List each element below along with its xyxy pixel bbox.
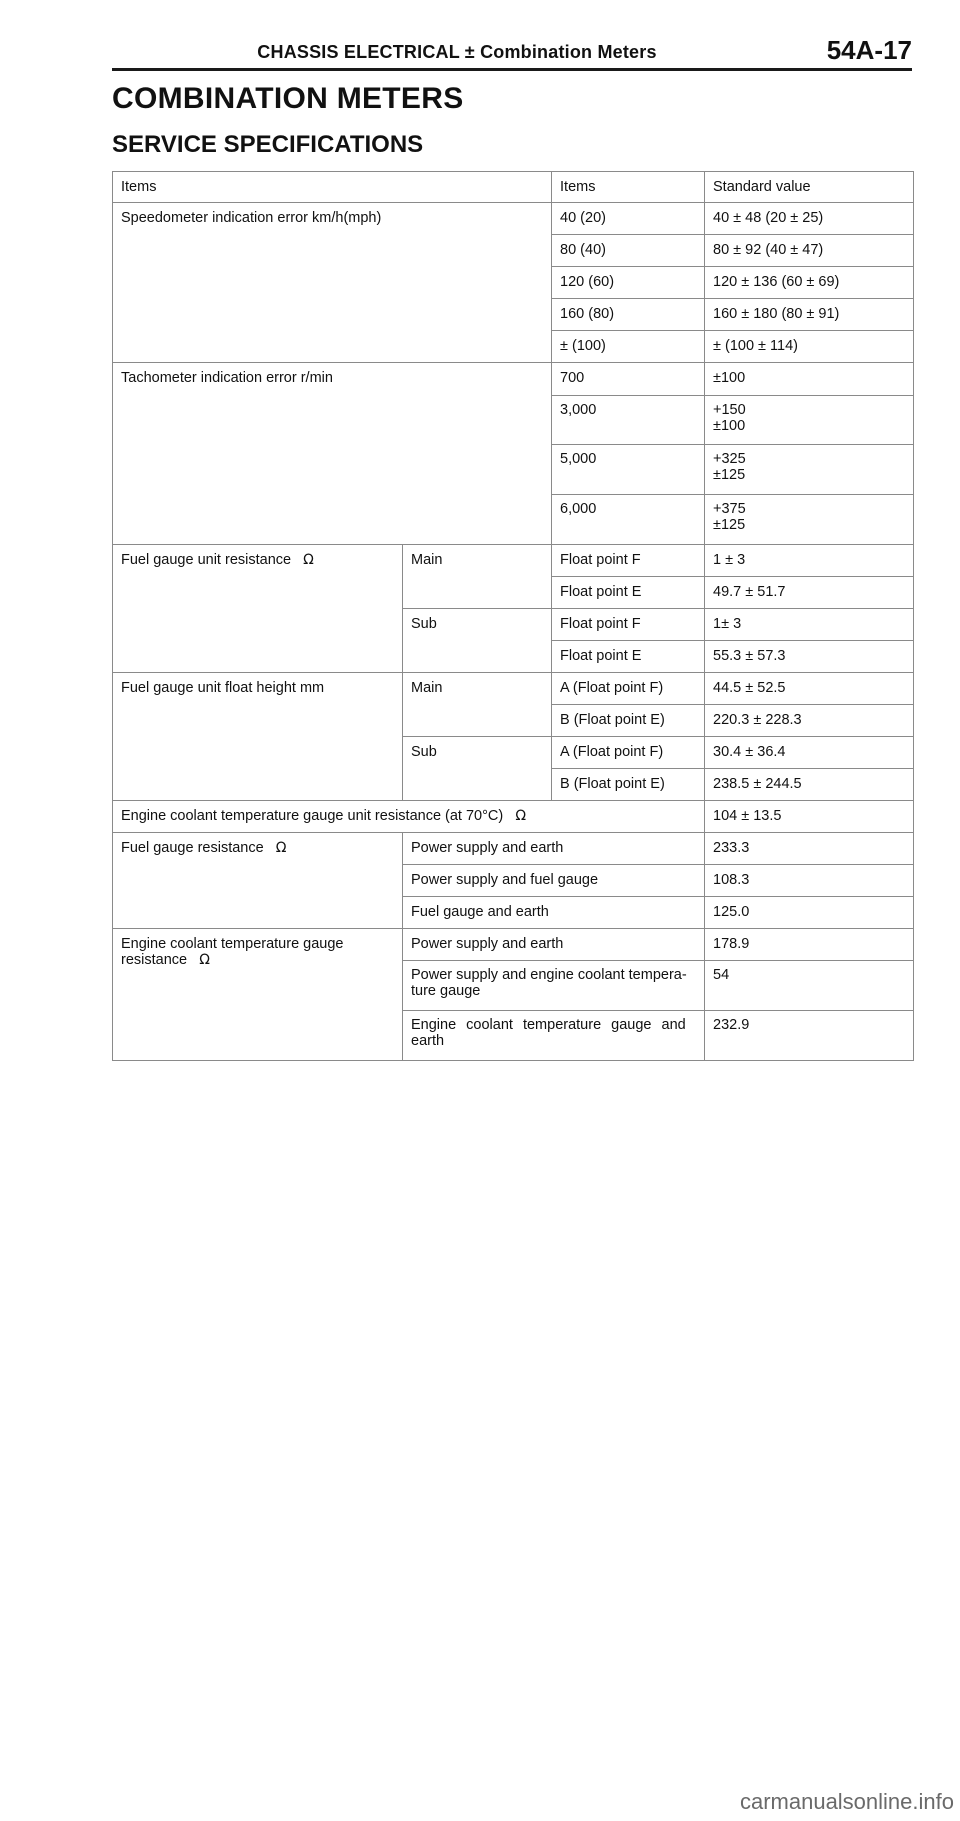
- header-items-2: Items: [552, 172, 705, 203]
- table-cell: [705, 396, 914, 445]
- table-row: [113, 203, 914, 235]
- table-cell: Float point F: [552, 545, 705, 577]
- service-specifications-table: [112, 171, 914, 1061]
- table-cell: 40 ± 48 (20 ± 25): [705, 203, 914, 235]
- table-row: [113, 545, 914, 577]
- table-cell: 1 ± 3: [705, 545, 914, 577]
- table-cell: 3,000: [552, 396, 705, 445]
- cell-text: Engine coolant temperature gauge and: [411, 1017, 686, 1033]
- tachometer-label: Tachometer indication error r/min: [113, 363, 552, 545]
- label-text: Fuel gauge unit resistance: [121, 552, 292, 568]
- cell-text: Power supply and earth: [411, 936, 564, 952]
- sub-tank-label: Sub: [403, 609, 552, 673]
- ohm-unit: Ω: [199, 952, 210, 968]
- table-cell: 108.3: [705, 865, 914, 897]
- tolerance-upper: +325: [713, 451, 746, 467]
- watermark-footer: carmanualsonline.info: [739, 1789, 954, 1814]
- label-text: Engine coolant temperature gauge unit resistance (at 70°C): [121, 808, 504, 824]
- table-cell: 54: [705, 961, 914, 1011]
- table-cell: B (Float point E): [552, 705, 705, 737]
- section-title: CHASSIS ELECTRICAL ± Combination Meters: [257, 42, 657, 62]
- page-title: COMBINATION METERS: [112, 82, 464, 115]
- section-subtitle: SERVICE SPECIFICATIONS: [112, 131, 424, 158]
- table-cell: 30.4 ± 36.4: [705, 737, 914, 769]
- table-cell: 160 ± 180 (80 ± 91): [705, 299, 914, 331]
- fuel-height-label: Fuel gauge unit float height mm: [113, 673, 403, 801]
- table-cell: Power supply and earth: [403, 833, 705, 865]
- table-cell: 6,000: [552, 495, 705, 545]
- table-cell: 233.3: [705, 833, 914, 865]
- tolerance-lower: ±100: [713, 418, 746, 434]
- label-text: Fuel gauge resistance: [121, 840, 264, 856]
- table-cell: [705, 495, 914, 545]
- main-tank-label: Main: [403, 673, 552, 737]
- table-cell: 40 (20): [552, 203, 705, 235]
- table-header-row: [113, 172, 914, 203]
- table-cell: 80 ± 92 (40 ± 47): [705, 235, 914, 267]
- table-cell: 220.3 ± 228.3: [705, 705, 914, 737]
- table-cell: [403, 929, 705, 961]
- table-cell: 120 ± 136 (60 ± 69): [705, 267, 914, 299]
- table-row: [113, 833, 914, 865]
- fuel-gauge-label: [113, 833, 403, 929]
- table-cell: 238.5 ± 244.5: [705, 769, 914, 801]
- ohm-unit: Ω: [303, 552, 314, 568]
- table-cell: 44.5 ± 52.5: [705, 673, 914, 705]
- header-standard-value: Standard value: [705, 172, 914, 203]
- table-cell: Float point E: [552, 577, 705, 609]
- table-cell: 55.3 ± 57.3: [705, 641, 914, 673]
- coolant-gauge-label: [113, 929, 403, 1061]
- label-text: Engine coolant temperature gauge: [121, 936, 344, 952]
- header-items: Items: [113, 172, 552, 203]
- page-number: 54A-17: [826, 35, 912, 65]
- table-row: [113, 929, 914, 961]
- tolerance-upper: +375: [713, 501, 746, 517]
- table-cell: ± (100): [552, 331, 705, 363]
- table-cell: 1± 3: [705, 609, 914, 641]
- tolerance-upper: +150: [713, 402, 746, 418]
- cell-text: Power supply and engine coolant tempera-: [411, 967, 687, 983]
- main-tank-label: Main: [403, 545, 552, 609]
- table-cell: Power supply and fuel gauge: [403, 865, 705, 897]
- coolant-unit-label: [113, 801, 705, 833]
- tolerance-lower: ±125: [713, 467, 746, 483]
- table-row: [113, 673, 914, 705]
- cell-text: ture gauge: [411, 983, 481, 999]
- table-cell: 5,000: [552, 445, 705, 495]
- table-cell: A (Float point F): [552, 673, 705, 705]
- table-cell: ±100: [705, 363, 914, 396]
- fuel-resistance-label: [113, 545, 403, 673]
- table-cell: [403, 1011, 705, 1061]
- table-cell: Float point E: [552, 641, 705, 673]
- table-row: [113, 801, 914, 833]
- table-cell: 700: [552, 363, 705, 396]
- table-cell: A (Float point F): [552, 737, 705, 769]
- tolerance-lower: ±125: [713, 517, 746, 533]
- ohm-unit: Ω: [515, 808, 527, 824]
- cell-text: earth: [411, 1033, 445, 1049]
- table-cell: B (Float point E): [552, 769, 705, 801]
- table-cell: 104 ± 13.5: [705, 801, 914, 833]
- table-cell: [705, 445, 914, 495]
- table-cell: [403, 961, 705, 1011]
- table-cell: Float point F: [552, 609, 705, 641]
- table-cell: ± (100 ± 114): [705, 331, 914, 363]
- ohm-unit: Ω: [275, 840, 287, 856]
- table-cell: 49.7 ± 51.7: [705, 577, 914, 609]
- speedometer-label: Speedometer indication error km/h(mph): [113, 203, 552, 363]
- table-cell: Fuel gauge and earth: [403, 897, 705, 929]
- table-cell: 125.0: [705, 897, 914, 929]
- table-cell: 232.9: [705, 1011, 914, 1061]
- table-cell: 178.9: [705, 929, 914, 961]
- table-cell: 160 (80): [552, 299, 705, 331]
- page-header: [112, 34, 912, 71]
- label-text: resistance: [121, 952, 188, 968]
- table-row: [113, 363, 914, 396]
- sub-tank-label: Sub: [403, 737, 552, 801]
- table-cell: 80 (40): [552, 235, 705, 267]
- table-cell: 120 (60): [552, 267, 705, 299]
